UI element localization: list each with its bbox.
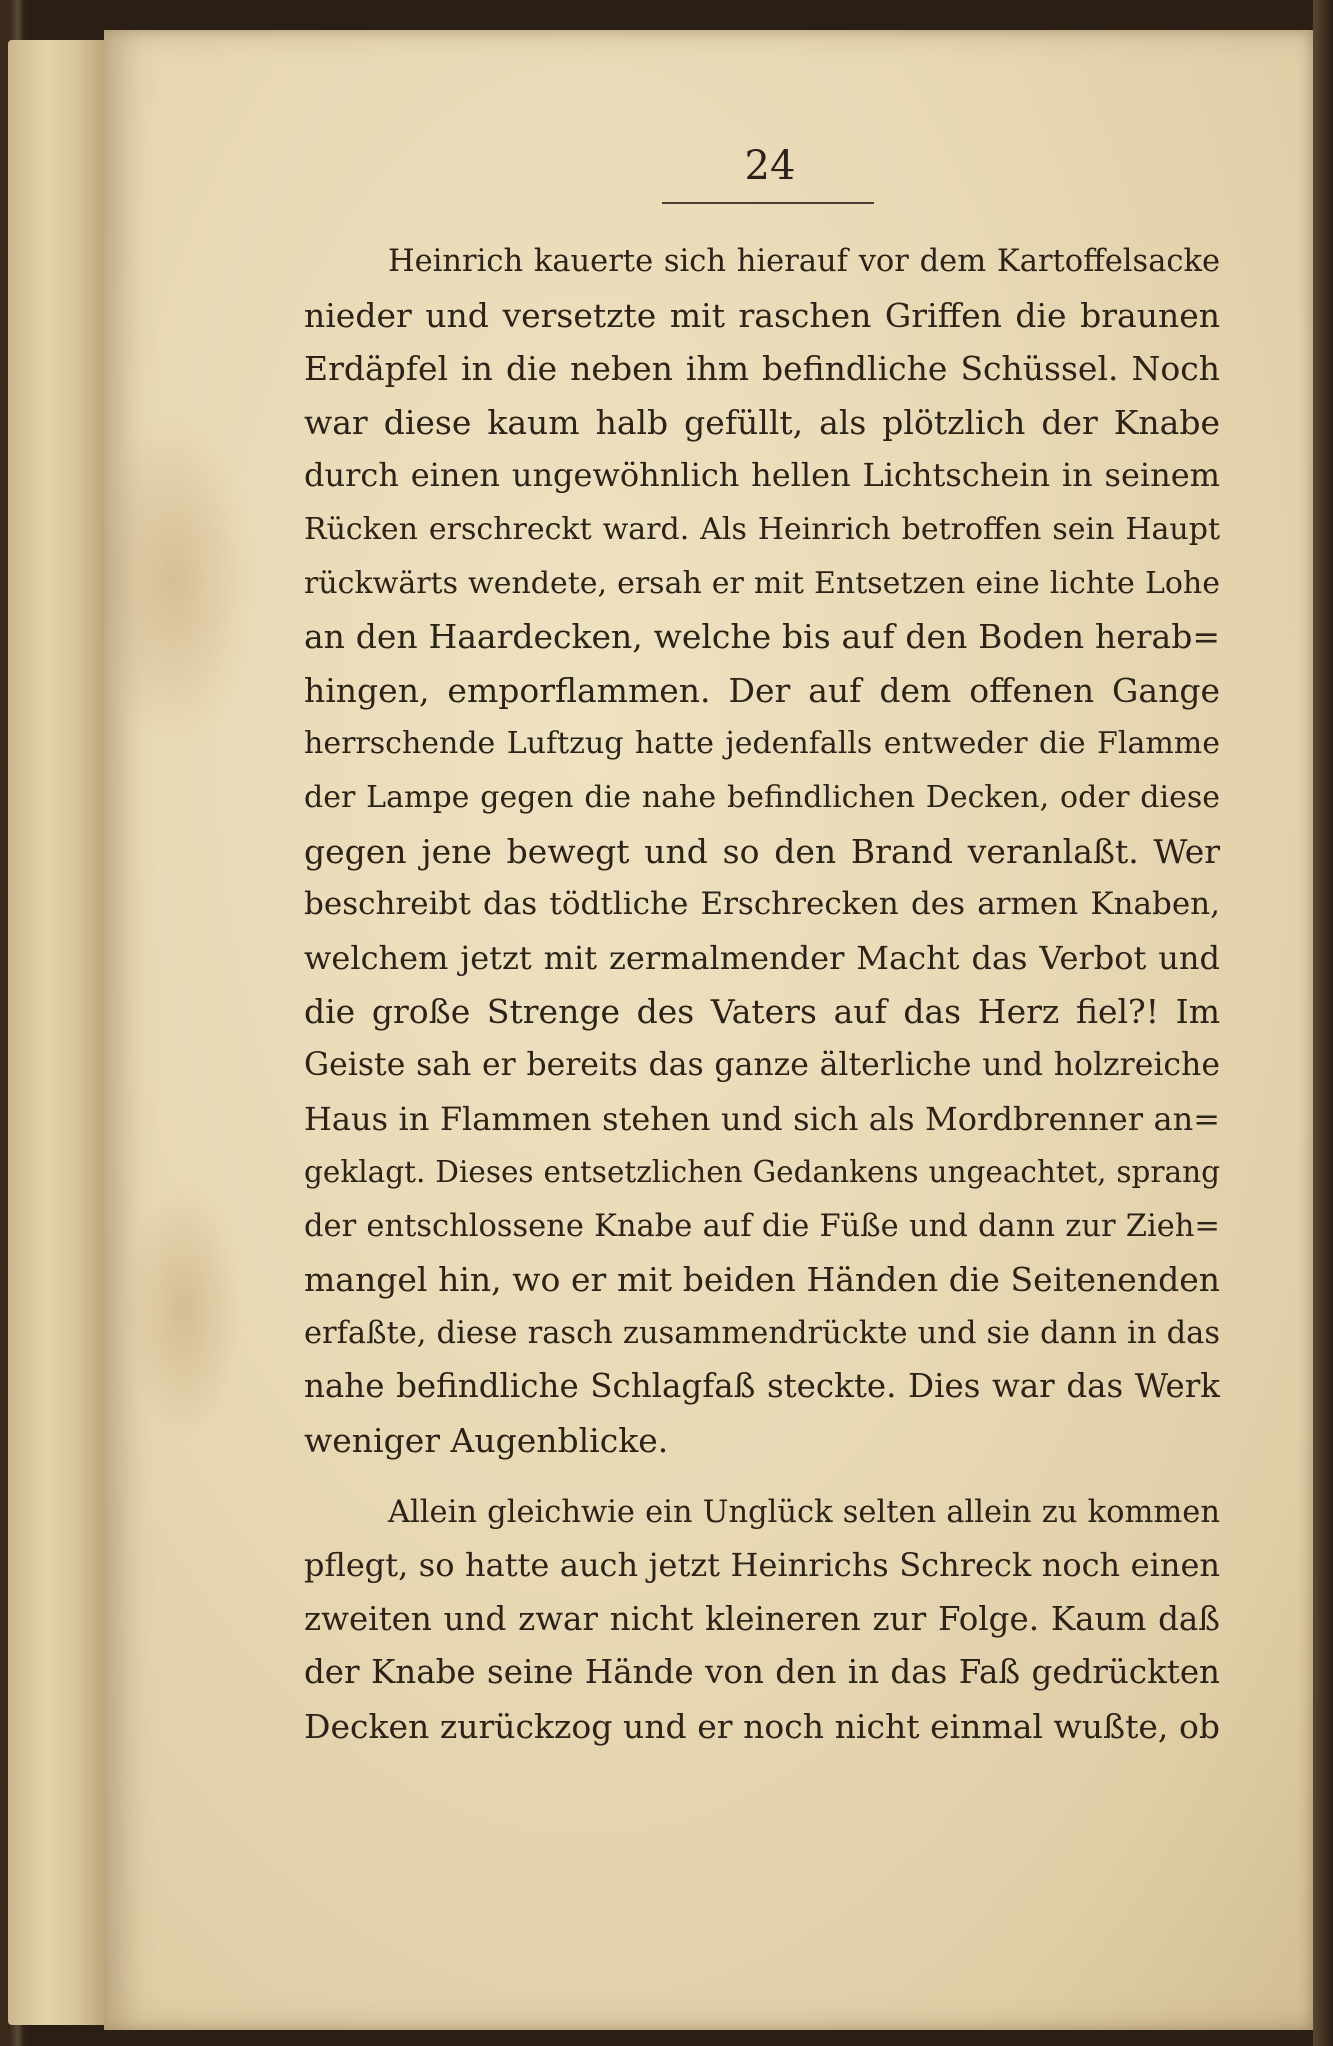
paragraph <box>304 1486 1220 1754</box>
text-line: herrschende Luftzug hatte jedenfalls entweder die Flamme <box>304 726 1220 762</box>
text-line: nieder und versetzte mit raschen Griffen die braunen <box>304 295 1220 335</box>
text-line: pflegt, so hatte auch jetzt Heinrichs Schreck noch einen <box>304 1546 1220 1585</box>
text-line: der Knabe seine Hände von den in das Faß gedrückten <box>304 1653 1220 1692</box>
page-stain <box>124 1180 244 1440</box>
text-line: gegen jene bewegt und so den Brand veranlaßt. Wer <box>304 831 1220 871</box>
text-line: erfaßte, diese rasch zusammendrückte und sie dann in das <box>304 1315 1220 1351</box>
book-page-edges <box>8 40 106 2025</box>
text-line: Erdäpfel in die neben ihm befindliche Schüssel. Noch <box>304 349 1220 389</box>
text-line: Heinrich kauerte sich hierauf vor dem Kartoffelsacke <box>388 244 1220 279</box>
text-line: die große Strenge des Vaters auf das Herz fiel?! Im <box>304 992 1220 1032</box>
page-stain <box>94 410 254 750</box>
text-line: an den Haardecken, welche bis auf den Boden herab= <box>304 617 1220 657</box>
page-shadow-right <box>1313 0 1333 2046</box>
text-line: Rücken erschreckt ward. Als Heinrich betroffen sein Haupt <box>304 511 1220 547</box>
text-line: durch einen ungewöhnlich hellen Lichtschein in seinem <box>304 456 1220 495</box>
text-line: mangel hin, wo er mit beiden Händen die Seitenenden <box>304 1260 1220 1300</box>
text-line: beschreibt das tödtliche Erschrecken des armen Knaben, <box>304 886 1220 923</box>
text-line: Haus in Flammen stehen und sich als Mordbrenner an= <box>304 1099 1220 1138</box>
text-line: war diese kaum halb gefüllt, als plötzlich der Knabe <box>304 402 1220 442</box>
header-rule <box>662 202 874 204</box>
text-line: der entschlossene Knabe auf die Füße und dann zur Zieh= <box>304 1208 1220 1244</box>
text-line: welchem jetzt mit zermalmender Macht das Verbot und <box>304 938 1220 977</box>
text-line: zweiten und zwar nicht kleineren zur Folge. Kaum daß <box>304 1599 1220 1638</box>
paragraph-gap <box>304 1468 1220 1486</box>
text-line: rückwärts wendete, ersah er mit Entsetzen eine lichte Lohe <box>304 565 1220 601</box>
text-line: Geiste sah er bereits das ganze älterliche und holzreiche <box>304 1046 1220 1083</box>
text-line: Decken zurückzog und er noch nicht einmal wußte, ob <box>304 1707 1220 1747</box>
text-line: geklagt. Dieses entsetzlichen Gedankens ungeachtet, sprang <box>304 1155 1220 1190</box>
body-text <box>304 235 1220 1754</box>
text-line: hingen, emporflammen. Der auf dem offenen Gange <box>304 670 1220 710</box>
text-line: nahe befindliche Schlagfaß steckte. Dies war das Werk <box>304 1367 1220 1406</box>
text-line: weniger Augenblicke. <box>304 1421 669 1461</box>
page-number: 24 <box>744 143 796 189</box>
paragraph <box>304 235 1220 1468</box>
text-line: Allein gleichwie ein Unglück selten allein zu kommen <box>388 1494 1220 1530</box>
text-line: der Lampe gegen die nahe befindlichen Decken, oder diese <box>304 779 1220 815</box>
